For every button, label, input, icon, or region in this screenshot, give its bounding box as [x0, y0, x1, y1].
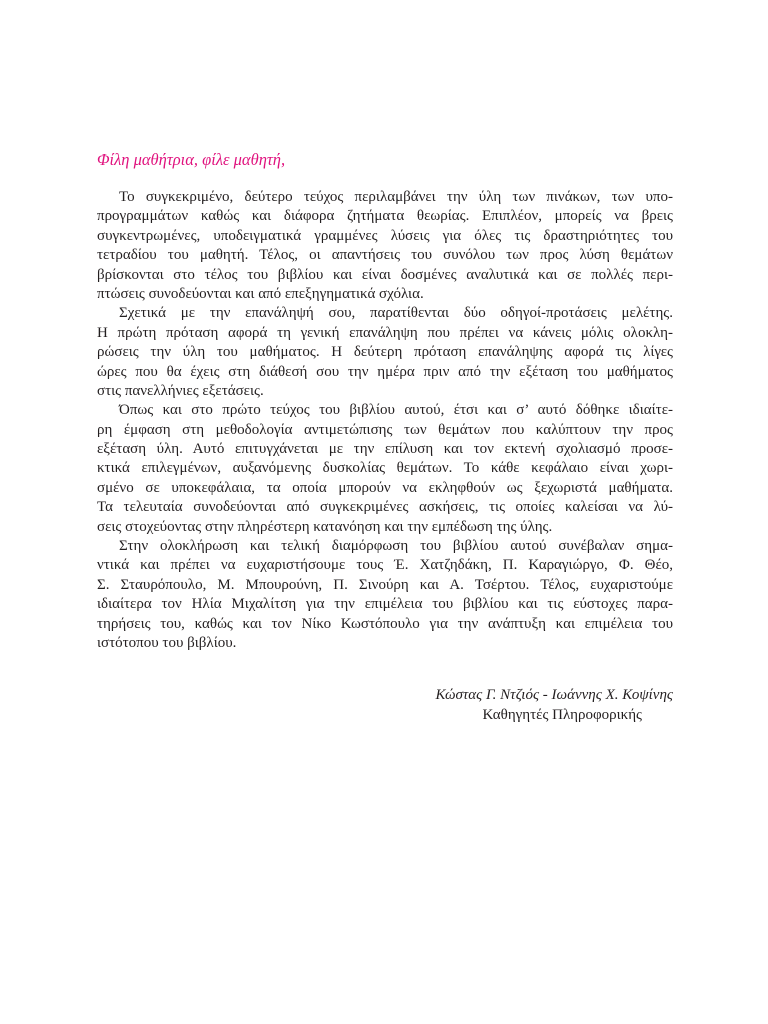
text-line: ρη έμφαση στη μεθοδολογία αντιμετώπισης των θεμάτων που καλύπτουν την προς	[97, 421, 673, 438]
text-line: ιστότοπου του βιβλίου.	[97, 634, 237, 651]
text-line: Στην ολοκλήρωση και τελική διαμόρφωση του βιβλίου αυτού συνέβαλαν σημα-	[119, 538, 673, 555]
text-line: ντικά και πρέπει να ευχαριστήσουμε τους Έ. Χατζηδάκη, Π. Καραγιώργο, Φ. Θέο,	[97, 557, 673, 574]
text-line: Σχετικά με την επανάληψή σου, παρατίθενται δύο οδηγοί-προτάσεις μελέτης.	[119, 305, 673, 322]
text-line: σμένο σε υποκεφάλαια, τα οποία μπορούν να εκληφθούν ως ξεχωριστά μαθήματα.	[97, 479, 673, 496]
greeting-heading: Φίλη μαθήτρια, φίλε μαθητή,	[97, 150, 286, 169]
paragraph	[97, 188, 673, 304]
paragraph	[97, 537, 673, 653]
text-line: ρώσεις την ύλη του μαθήματος. Η δεύτερη πρόταση επανάληψης αφορά τις λίγες	[97, 344, 673, 361]
signature-block	[330, 685, 673, 725]
text-line: Όπως και στο πρώτο τεύχος του βιβλίου αυτού, έτσι και σ’ αυτό δόθηκε ιδιαίτε-	[119, 402, 673, 419]
text-line: εξέταση ύλη. Αυτό επιτυγχάνεται με την επίλυση και τον εκτενή σχολιασμό προσε-	[97, 441, 673, 458]
text-line: βρίσκονται στο τέλος του βιβλίου και είναι δοσμένες αναλυτικά και σε πολλές περι-	[97, 266, 673, 283]
letter-body	[97, 188, 673, 653]
text-line: κτικά επιλεγμένων, αυξανόμενης δυσκολίας θεμάτων. Το κάθε κεφάλαιο είναι χωρι-	[97, 460, 673, 477]
paragraph	[97, 304, 673, 401]
text-line: συγκεντρωμένες, υποδειγματικά γραμμένες λύσεις για όλες τις δραστηριότητες του	[97, 227, 673, 244]
text-line: πτώσεις συνοδεύονται και από επεξηγηματικά σχόλια.	[97, 285, 424, 302]
text-line: σεις στοχεύοντας στην πληρέστερη κατανόηση και την εμπέδωση της ύλης.	[97, 518, 553, 535]
text-line: Τα τελευταία συνοδεύονται από συγκεκριμένες ασκήσεις, τις οποίες καλείσαι να λύ-	[97, 499, 673, 516]
text-line: προγραμμάτων καθώς και διάφορα ζητήματα θεωρίας. Επιπλέον, μπορείς να βρεις	[97, 208, 673, 225]
paragraph	[97, 401, 673, 537]
text-line: τηρήσεις του, καθώς και τον Νίκο Κωστόπουλο για την ανάπτυξη και επιμέλεια του	[97, 615, 673, 632]
text-line: Σ. Σταυρόπουλο, Μ. Μπουρούνη, Π. Σινούρη και Α. Τσέρτου. Τέλος, ευχαριστούμε	[97, 576, 673, 593]
author-title: Καθηγητές Πληροφορικής	[482, 707, 642, 723]
text-line: ώρες που θα έχεις στη διάθεσή σου την ημέρα πριν από την εξέταση του μαθήματος	[97, 363, 673, 380]
text-line: Το συγκεκριμένο, δεύτερο τεύχος περιλαμβάνει την ύλη των πινάκων, των υπο-	[119, 189, 673, 205]
text-line: τετραδίου του μαθητή. Τέλος, οι απαντήσεις του συνόλου των προς λύση θεμάτων	[97, 247, 673, 264]
text-line: Η πρώτη πρόταση αφορά τη γενική επανάληψη που πρέπει να κάνεις μόλις ολοκλη-	[97, 324, 673, 341]
text-line: στις πανελλήνιες εξετάσεις.	[97, 382, 264, 399]
author-names: Κώστας Γ. Ντζιός - Ιωάννης Χ. Κοψίνης	[435, 687, 673, 703]
text-line: ιδιαίτερα τον Ηλία Μιχαλίτση για την επιμέλεια του βιβλίου και τις εύστοχες παρα-	[97, 596, 673, 613]
